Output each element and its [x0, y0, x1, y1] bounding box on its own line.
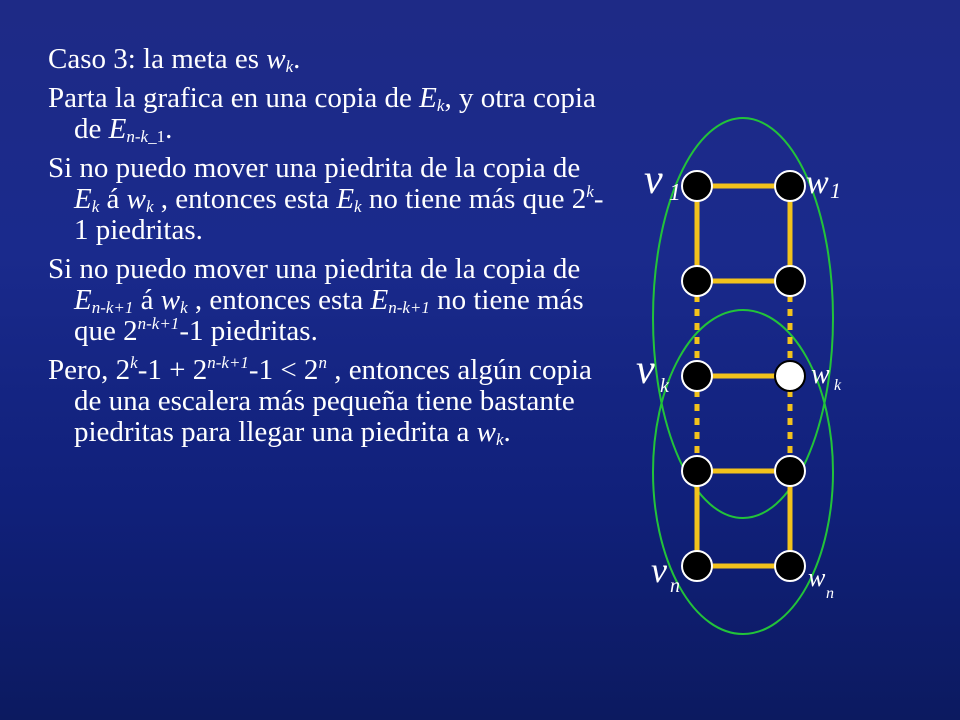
text-run: , y otra copia de: [74, 82, 596, 145]
text-run: , entonces esta: [187, 284, 371, 316]
math-sub: n-k+1: [388, 298, 430, 317]
text-run: , entonces esta: [153, 183, 337, 215]
math-var: w: [160, 284, 181, 316]
math-sub: n-k: [126, 127, 149, 146]
text-run: .: [165, 113, 173, 145]
text-run: á: [133, 284, 161, 316]
node-vk: [682, 361, 712, 391]
node-v1: [682, 171, 712, 201]
text-run: .: [293, 43, 301, 75]
node-wk-goal: [775, 361, 805, 391]
math-var: E: [370, 284, 389, 316]
math-sub: k: [495, 430, 504, 449]
label-wk: w: [811, 359, 830, 390]
math-sub: k: [285, 57, 294, 76]
math-var: w: [266, 43, 286, 75]
math-sup: k: [586, 182, 594, 201]
text-run: á: [99, 183, 127, 215]
math-sup: n: [318, 353, 327, 372]
math-var: w: [126, 183, 146, 215]
math-var: w: [476, 416, 496, 448]
math-sup: k: [130, 353, 138, 372]
label-wn: w: [808, 563, 826, 592]
node: [682, 266, 712, 296]
text-run: Caso 3: la meta es: [48, 43, 267, 75]
text-run: .: [503, 416, 511, 448]
math-var: E: [336, 183, 355, 215]
node-wn: [775, 551, 805, 581]
math-sub: k: [180, 298, 188, 317]
math-sub: k: [145, 197, 154, 216]
text-run: Si no puedo mover una piedrita de la copia de: [48, 253, 581, 285]
math-sub: n-k+1: [91, 298, 134, 317]
label-wn-sub: n: [826, 585, 834, 602]
math-sub: k: [436, 96, 445, 115]
math-sup: n-k+1: [137, 314, 180, 333]
math-var: E: [419, 82, 437, 114]
math-var: E: [74, 183, 92, 215]
label-wk-sub: k: [834, 377, 842, 394]
text-run: no tiene más que 2: [361, 183, 587, 215]
label-vk-sub: k: [660, 375, 669, 397]
label-vn-sub: n: [670, 575, 680, 597]
label-v1-sub: 1: [669, 180, 681, 206]
text-run: -1 piedritas.: [179, 315, 318, 347]
math-sub: k: [354, 197, 362, 216]
node: [775, 456, 805, 486]
node-w1: [775, 171, 805, 201]
math-sup: n-k+1: [207, 353, 249, 372]
text-run: , entonces algún copia de una escalera más pequeña tiene bastante piedritas para llegar una piedrita a: [74, 354, 592, 448]
node-vn: [682, 551, 712, 581]
label-vk: v: [636, 347, 655, 393]
node: [682, 456, 712, 486]
text-run: -1 < 2: [248, 354, 319, 386]
text-run: no tiene más que 2: [74, 284, 584, 347]
label-v1: v: [644, 157, 663, 203]
text-run: Si no puedo mover una piedrita de la copia de: [48, 152, 581, 184]
text-run: Pero, 2: [48, 354, 131, 386]
label-w1: w: [806, 164, 829, 201]
node: [775, 266, 805, 296]
text-run: Parta la grafica en una copia de: [48, 82, 420, 114]
text-run: -1 + 2: [137, 354, 208, 386]
text-run: -1 piedritas.: [74, 183, 604, 246]
label-w1-sub: 1: [830, 178, 841, 203]
math-sub: k: [91, 197, 100, 216]
math-sub: _1: [148, 127, 166, 146]
label-vn: v: [651, 550, 667, 590]
math-var: E: [74, 284, 92, 316]
math-var: E: [108, 113, 127, 145]
